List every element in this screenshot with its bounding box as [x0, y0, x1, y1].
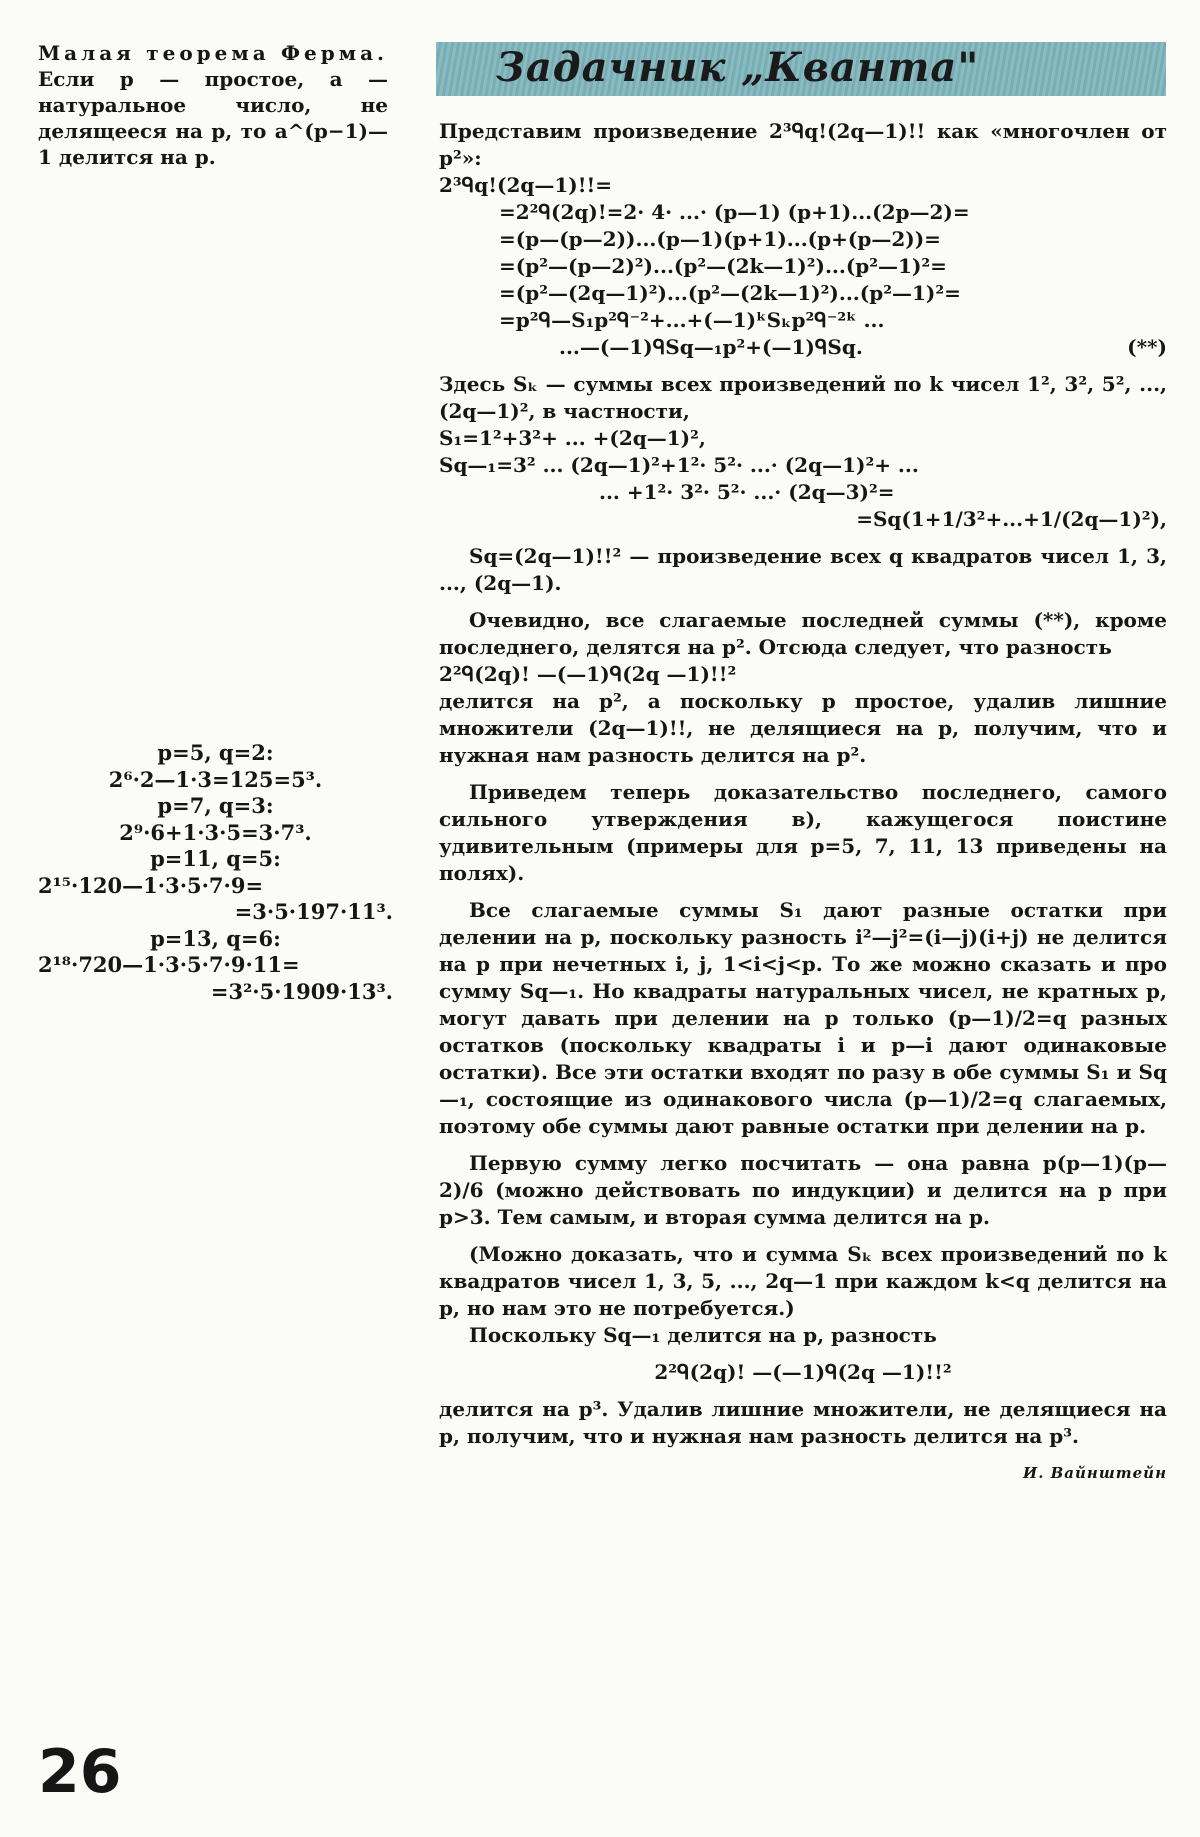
section-header-banner	[436, 42, 1166, 96]
obvious-paragraph: Очевидно, все слагаемые последней суммы (**), кроме последнего, делятся на p². Отсюда следует, что разность	[439, 608, 1167, 659]
example-line: p=13, q=6:	[150, 925, 281, 951]
example-line: p=5, q=2:	[157, 740, 274, 765]
author-signature: И. Вайнштейн	[1023, 1464, 1167, 1482]
difference-formula: 2²ᑫ(2q)! —(—1)ᑫ(2q —1)!!²	[439, 662, 737, 686]
sum-line: =Sq(1+1/3²+...+1/(2q—1)²),	[856, 507, 1167, 531]
example-line: 2⁹·6+1·3·5=3·7³.	[119, 819, 312, 845]
remark-paragraph: (Можно доказать, что и сумма Sₖ всех произведений по k квадратов чисел 1, 3, 5, ..., 2q—1 при каждом k<q делится на p, но нам это не потребуется.)	[439, 1242, 1167, 1320]
sk-definition-paragraph: Здесь Sₖ — суммы всех произведений по k чисел 1², 3², 5², ..., (2q—1)², в частности,	[439, 372, 1167, 423]
proof-intro-paragraph: Приведем теперь доказательство последнего, самого сильного утверждения в), кажущегося поистине удивительным (примеры для p=5, 7, 11, 13 приведены на полях).	[439, 780, 1167, 885]
example-line: p=11, q=5:	[150, 846, 281, 871]
example-line: 2¹⁵·120—1·3·5·7·9=	[38, 872, 264, 898]
fermat-theorem-title: Малая теорема Ферма.	[38, 41, 388, 65]
formula-line: ...—(—1)ᑫSq—₁p²+(—1)ᑫSq.	[559, 335, 863, 359]
formula-line: =(p²—(2q—1)²)...(p²—(2k—1)²)...(p²—1)²=	[499, 281, 961, 305]
margin-note	[38, 40, 388, 170]
fermat-theorem-body: Если p — простое, a — натуральное число, не делящееся на p, то a^(p−1)—1 делится на p.	[38, 67, 388, 169]
formula-line: 2³ᑫq!(2q—1)!!=	[439, 173, 613, 197]
formula-line: =p²ᑫ—S₁p²ᑫ⁻²+...+(—1)ᵏSₖp²ᑫ⁻²ᵏ ...	[499, 308, 885, 332]
formula-line: =(p—(p—2))...(p—1)(p+1)...(p+(p—2))=	[499, 227, 941, 251]
residues-paragraph: Все слагаемые суммы S₁ дают разные остатки при делении на p, поскольку разность i²—j²=(i—j)(i+j) не делится на p при нечетных i, j, 1<i<j<p. То же можно сказать и про сумму Sq—₁. Но квадраты натуральных чисел, не кратных p, могут давать при делении на p только (p—1)/2=q разных остатков (поскольку квадраты i и p—i дают одинаковые остатки). Все эти остатки входят по разу в обе суммы S₁ и Sq—₁, состоящие из одинакового числа (p—1)/2=q слагаемых, поэтому обе суммы дают равные остатки при делении на p.	[439, 898, 1167, 1138]
intro-paragraph: Представим произведение 2³ᑫq!(2q—1)!! как «многочлен от p²»:	[439, 119, 1167, 170]
page-number: 26	[38, 1737, 122, 1807]
example-line: 2⁶·2—1·3=125=5³.	[108, 766, 323, 792]
divides-paragraph: делится на p², а поскольку p простое, удалив лишние множители (2q—1)!!, не делящиеся на p, получим, что и нужная нам разность делится на p².	[439, 689, 1167, 767]
first-sum-paragraph: Первую сумму легко посчитать — она равна p(p—1)(p—2)/6 (можно действовать по индукции) и делится на p при p>3. Тем самым, и вторая сумма делится на p.	[439, 1151, 1167, 1229]
formula-line-tagged	[439, 334, 1167, 361]
margin-examples	[38, 740, 393, 1005]
example-line: 2¹⁸·720—1·3·5·7·9·11=	[38, 952, 300, 977]
sum-line: ... +1²· 3²· 5²· ...· (2q—3)²=	[599, 480, 895, 504]
sum-line: S₁=1²+3²+ ... +(2q—1)²,	[439, 426, 706, 450]
formula-line: =2²ᑫ(2q)!=2· 4· ...· (p—1) (p+1)...(2p—2)=	[499, 200, 970, 224]
fermat-theorem-note	[38, 40, 388, 170]
example-line: p=7, q=3:	[157, 793, 274, 818]
section-title: Задачник „Кванта"	[496, 44, 980, 91]
example-line: =3·5·197·11³.	[234, 899, 393, 924]
since-paragraph: Поскольку Sq—₁ делится на p, разность	[469, 1323, 937, 1347]
sum-line: Sq—₁=3² ... (2q—1)²+1²· 5²· ...· (2q—1)²+ ...	[439, 453, 919, 477]
formula-line: =(p²—(p—2)²)...(p²—(2k—1)²)...(p²—1)²=	[499, 254, 947, 278]
example-line: =3²·5·1909·13³.	[210, 978, 393, 1004]
formula-tag: (**)	[1127, 335, 1167, 359]
sq-paragraph: Sq=(2q—1)!!² — произведение всех q квадратов чисел 1, 3, ..., (2q—1).	[439, 544, 1167, 595]
conclusion-paragraph: делится на p³. Удалив лишние множители, не делящиеся на p, получим, что и нужная нам разность делится на p³.	[439, 1397, 1167, 1448]
article-body	[439, 118, 1167, 1487]
difference-formula: 2²ᑫ(2q)! —(—1)ᑫ(2q —1)!!²	[654, 1360, 952, 1384]
